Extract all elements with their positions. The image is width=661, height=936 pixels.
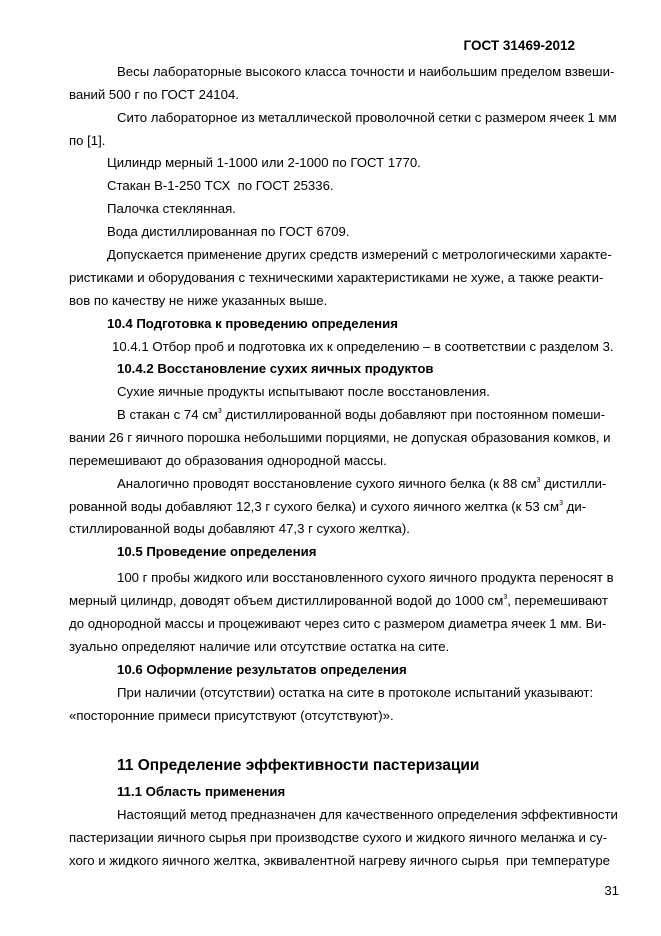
text-fragment: дистиллированной воды добавляют при постоянном помеши- [221,407,606,422]
text-line: Настоящий метод предназначен для качественного определения эффективности [117,807,618,822]
document-header: ГОСТ 31469-2012 [463,38,575,53]
text-line [69,499,586,515]
section-heading: 10.4 Подготовка к проведению определения [107,316,398,331]
text-fragment: ди- [563,499,587,514]
text-fragment: , перемешивают [507,593,608,608]
superscript: 3 [503,594,508,601]
text-fragment: В стакан с 74 см [117,407,218,422]
text-line: по [1]. [69,133,106,148]
text-line: хого и жидкого яичного желтка, эквивалентной нагреву яичного сырья при температуре [69,853,611,868]
text-line: 10.4.1 Отбор проб и подготовка их к определению – в соответствии с разделом 3. [112,339,614,354]
text-fragment: дистилли- [540,476,607,491]
text-line [117,476,606,492]
section-heading: 10.5 Проведение определения [117,544,317,559]
text-line: При наличии (отсутствии) остатка на сите в протоколе испытаний указывают: [117,685,594,700]
section-heading: 11.1 Область применения [117,784,286,799]
section-heading: 10.6 Оформление результатов определения [117,662,407,677]
text-line: вов по качеству не ниже указанных выше. [69,293,328,308]
text-line: перемешивают до образования однородной массы. [69,453,387,468]
text-line: вании 26 г яичного порошка небольшими порциями, не допуская образования комков, и [69,430,611,445]
text-fragment: Аналогично проводят восстановление сухого яичного белка (к 88 см [117,476,537,491]
text-line: 100 г пробы жидкого или восстановленного сухого яичного продукта переносят в [117,570,614,585]
text-line: Вода дистиллированная по ГОСТ 6709. [107,224,350,239]
text-line [117,407,605,423]
text-line: зуально определяют наличие или отсутствие остатка на сите. [69,639,450,654]
text-line: Стакан В-1-250 ТСХ по ГОСТ 25336. [107,178,334,193]
superscript: 3 [559,500,563,507]
text-line: пастеризации яичного сырья при производстве сухого и жидкого яичного меланжа и су- [69,830,608,845]
text-line: Сито лабораторное из металлической проволочной сетки с размером ячеек 1 мм [117,110,617,125]
text-fragment: рованной воды добавляют 12,3 г сухого белка) и сухого яичного желтка (к 53 см [69,499,560,514]
text-line [69,593,608,609]
text-line: стиллированной воды добавляют 47,3 г сухого желтка). [69,521,410,536]
text-line: до однородной массы и процеживают через сито с размером диаметра ячеек 1 мм. Ви- [69,616,607,631]
section-heading: 10.4.2 Восстановление сухих яичных продуктов [117,361,434,376]
text-line: Сухие яичные продукты испытывают после восстановления. [117,384,490,399]
text-line: ваний 500 г по ГОСТ 24104. [69,87,239,102]
text-line: Цилиндр мерный 1-1000 или 2-1000 по ГОСТ 1770. [107,155,421,170]
text-line: Палочка стеклянная. [107,201,236,216]
superscript: 3 [217,408,222,415]
text-line: ристиками и оборудования с техническими характеристиками не хуже, а также реакти- [69,270,604,285]
text-line: Весы лабораторные высокого класса точности и наибольшим пределом взвеши- [117,64,615,79]
chapter-heading: 11 Определение эффективности пастеризации [117,757,480,774]
page-number: 31 [604,883,619,898]
superscript: 3 [536,477,541,484]
text-line: «посторонние примеси присутствуют (отсутствуют)». [69,708,394,723]
text-line: Допускается применение других средств измерений с метрологическими характе- [107,247,612,262]
text-fragment: мерный цилиндр, доводят объем дистиллированной водой до 1000 см [69,593,504,608]
